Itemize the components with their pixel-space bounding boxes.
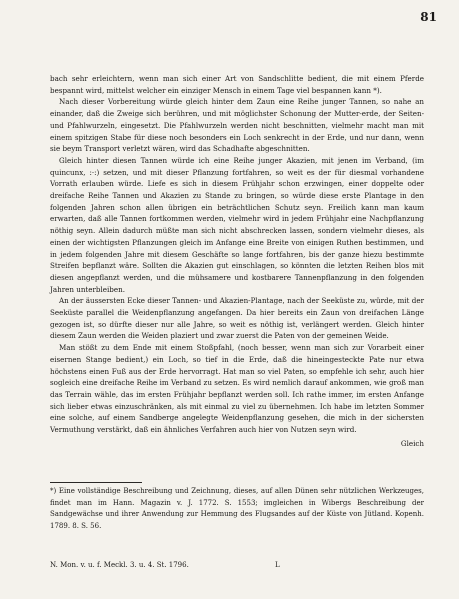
page-footer bbox=[50, 561, 424, 569]
paragraph-1: bach sehr erleichtern, wenn man sich einer Art von Sandschlitte bedient, die mit einem Pferde bespannt wird, mittelst welcher ein einziger Mensch in einem Tage viel bespannen kann *). bbox=[50, 74, 424, 95]
paragraph-5: Man stößt zu dem Ende mit einem Stoßpfahl, (noch besser, wenn man sich zur Vorarbeit einer eisernen Stange bedient,) ein Loch, so tief in die Erde, daß die hineingesteckte Pate nur etwa höchstens einen Fuß aus der Erde hervorragt. Hat man so viel Paten, so empfehle ich sehr, auch hier sogleich eine dreifache Reihe im Verband zu setzen. Es wird nemlich darauf ankommen, wie groß man das Terrain wähle, das im ersten Frühjahr bepflanzt werden soll. Ich rathe immer, im ersten Anfange sich lieber etwas einzuschränken, als mit einmal zu viel zu übernehmen. Ich habe im letzten Sommer eine solche, auf einem Sandberge angelegte Weidenpflanzung gesehen, die mich in der sichersten Vermuthung verstärkt, daß ein ähnliches Verfahren auch hier von Nutzen seyn wird. bbox=[50, 343, 424, 435]
catchword: Gleich bbox=[400, 438, 424, 448]
signature-mark: L bbox=[275, 561, 280, 569]
paragraph-2: Nach dieser Vorbereitung würde gleich hinter dem Zaun eine Reihe junger Tannen, so nahe an einander, daß die Zweige sich berühren, und mit möglichster Schonung der Mutter-erde, der Seiten- und Pfahlwurzeln, eingesetzt. Die Pfahlwurzeln werden nicht beschnitten, vielmehr macht man mit einem spitzigen Stabe für diese noch besonders ein Loch senkrecht in der Erde, und nur dann, wenn sie beym Transport verletzt wären, wird das Schadhafte abgeschnitten. bbox=[50, 97, 424, 154]
footnote: *) Eine vollständige Beschreibung und Zeichnung, dieses, auf allen Dünen sehr nützlichen Werkzeuges, findet man im Hann. Magazin v. J. 1772. S. 1553; imgleichen in Wibergs Beschreibung der Sandgewächse und ihrer Anwendung zur Hemmung des Flugsandes auf der Küste von Jütland. Kopenh. 1789. 8. S. 56. bbox=[50, 487, 424, 530]
footnote-rule bbox=[50, 482, 142, 483]
page-number: 81 bbox=[420, 10, 437, 24]
paragraph-3: Gleich hinter diesen Tannen würde ich eine Reihe junger Akazien, mit jenen im Verband, (im quincunx, :·:) setzen, und mit dieser Pflanzung fortfahren, so weit es der für diesmal vorhandene Vorrath erlauben würde. Liefe es sich in diesem Frühjahr schon erzwingen, einer doppelte oder dreifache Reihe Tannen und Akazien zu Stande zu bringen, so würde diese erste Plantage in den folgenden Jahren schon allen übrigen ein beträchtlichen Schutz seyn. Freilich kann man kaum erwarten, daß alle Tannen fortkommen werden, vielmehr wird in jedem Frühjahr eine Nachpflanzung nöthig seyn. Allein dadurch müßte man sich nicht abschrecken lassen, sondern vielmehr dieses, als einen der wichtigsten Pflanzungen gleich im Anfange eine Breite von einigen Ruthen bestimmen, und in jedem folgenden Jahre mit diesem Geschäfte so lange fortfahren, bis der ganze hiezu bestimmte Streifen bepflanzt wäre. Sollten die Akazien gut einschlagen, so könnten die letzten Reihen blos mit diesen angepflanzt werden, und die mühsamere und kostbarere Tannenpflanzung in den folgenden Jahren unterbleiben. bbox=[50, 155, 424, 294]
journal-reference: N. Mon. v. u. f. Meckl. 3. u. 4. St. 1796. bbox=[50, 561, 189, 569]
paragraph-4: An der äussersten Ecke dieser Tannen- und Akazien-Plantage, nach der Seeküste zu, würde, mit der Seeküste parallel die Weidenpflanzung angefangen. Da hier bereits ein Zaun von dreifachen Länge gezogen ist, so dürfte dieser nur alle Jahre, so weit es nöthig ist, verlängert werden. Gleich hinter diesem Zaun werden die Weiden plaziert und zwar zuerst die Paten von der gemeinen Weide. bbox=[50, 296, 424, 341]
main-text bbox=[50, 73, 424, 450]
